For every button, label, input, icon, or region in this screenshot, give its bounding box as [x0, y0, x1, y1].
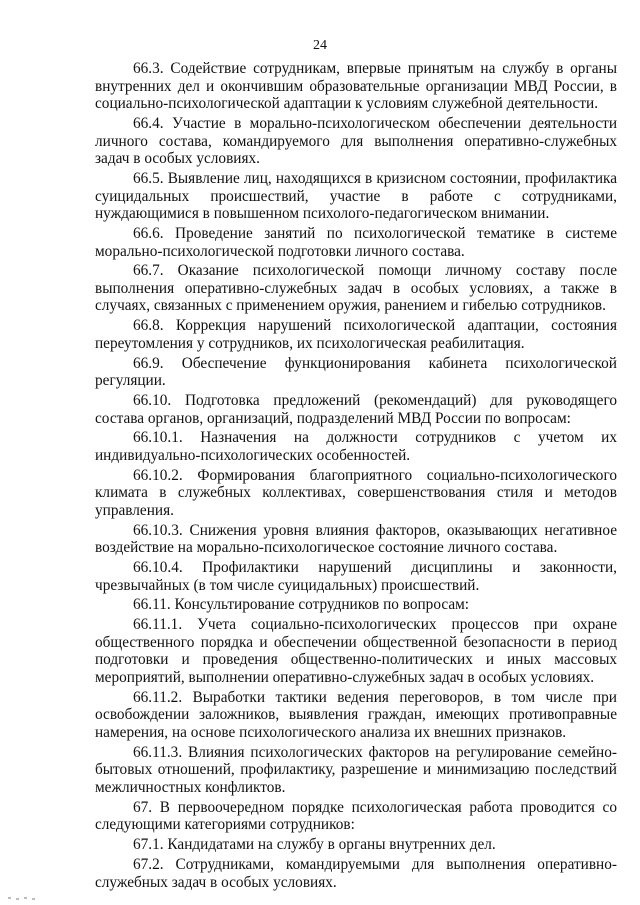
paragraph-66-10-2: 66.10.2. Формирования благоприятного социально-психологического климата в служебных коллективах, совершенствования стиля и методов управления. [95, 466, 617, 519]
paragraph-66-3: 66.3. Содействие сотрудникам, впервые принятым на службу в органы внутренних дел и окончившим образовательные организации МВД России, в социально-психологической адаптации к условиям служебной деятельности. [95, 60, 617, 113]
paragraph-66-4: 66.4. Участие в морально-психологическом обеспечении деятельности личного состава, командируемого для выполнения оперативно-служебных задач в особых условиях. [95, 114, 617, 168]
paragraph-66-10: 66.10. Подготовка предложений (рекомендаций) для руководящего состава органов, организаций, подразделений МВД России по вопросам: [95, 392, 617, 427]
paragraph-66-6: 66.6. Проведение занятий по психологической тематике в системе морально-психологической подготовки личного состава. [95, 224, 617, 260]
paragraph-66-11-2: 66.11.2. Выработки тактики ведения переговоров, в том числе при освобождении заложников, выявления граждан, имеющих противоправные намерения, на основе психологического анализа их внешних признаков. [95, 688, 617, 741]
scan-speck [16, 898, 19, 900]
paragraph-66-11-3: 66.11.3. Влияния психологических факторов на регулирование семейно-бытовых отношений, профилактику, разрешение и минимизацию последствий межличностных конфликтов. [95, 743, 617, 796]
paragraph-66-11-1: 66.11.1. Учета социально-психологических процессов при охране общественного порядка и обеспечении общественной безопасности в период подготовки и проведения общественно-политических и иных массовых мероприятий, выполнении оперативно-служебных задач в особых условиях. [95, 616, 617, 687]
scan-speck [8, 897, 11, 899]
scan-speck [24, 897, 27, 899]
paragraph-66-9: 66.9. Обеспечение функционирования кабинета психологической регуляции. [95, 354, 617, 390]
paragraph-66-8: 66.8. Коррекция нарушений психологической адаптации, состояния переутомления у сотрудников, их психологическая реабилитация. [95, 317, 617, 352]
scan-speck [32, 898, 35, 900]
page-number: 24 [313, 38, 327, 53]
paragraph-66-7: 66.7. Оказание психологической помощи личному составу после выполнения оперативно-служебных задач в особых условиях, а также в случаях, связанных с применением оружия, ранением и гибелью сотрудников. [95, 262, 617, 315]
paragraph-67-1: 67.1. Кандидатами на службу в органы внутренних дел. [133, 836, 496, 854]
paragraph-66-11: 66.11. Консультирование сотрудников по вопросам: [133, 596, 470, 614]
paragraph-66-10-3: 66.10.3. Снижения уровня влияния факторов, оказывающих негативное воздействие на морально-психологическое состояние личного состава. [95, 521, 617, 557]
paragraph-66-5: 66.5. Выявление лиц, находящихся в кризисном состоянии, профилактика суицидальных происшествий, участие в работе с сотрудниками, нуждающимися в повышенном психолого-педагогическом внимании. [95, 169, 617, 223]
paragraph-67-2: 67.2. Сотрудниками, командируемыми для выполнения оперативно-служебных задач в особых условиях. [95, 855, 617, 891]
paragraph-67: 67. В первоочередном порядке психологическая работа проводится со следующими категориями сотрудников: [95, 798, 617, 834]
document-body [95, 60, 617, 893]
paragraph-66-10-1: 66.10.1. Назначения на должности сотрудников с учетом их индивидуально-психологических особенностей. [95, 429, 617, 464]
paragraph-66-10-4: 66.10.4. Профилактики нарушений дисциплины и законности, чрезвычайных (в том числе суицидальных) происшествий. [95, 559, 617, 594]
